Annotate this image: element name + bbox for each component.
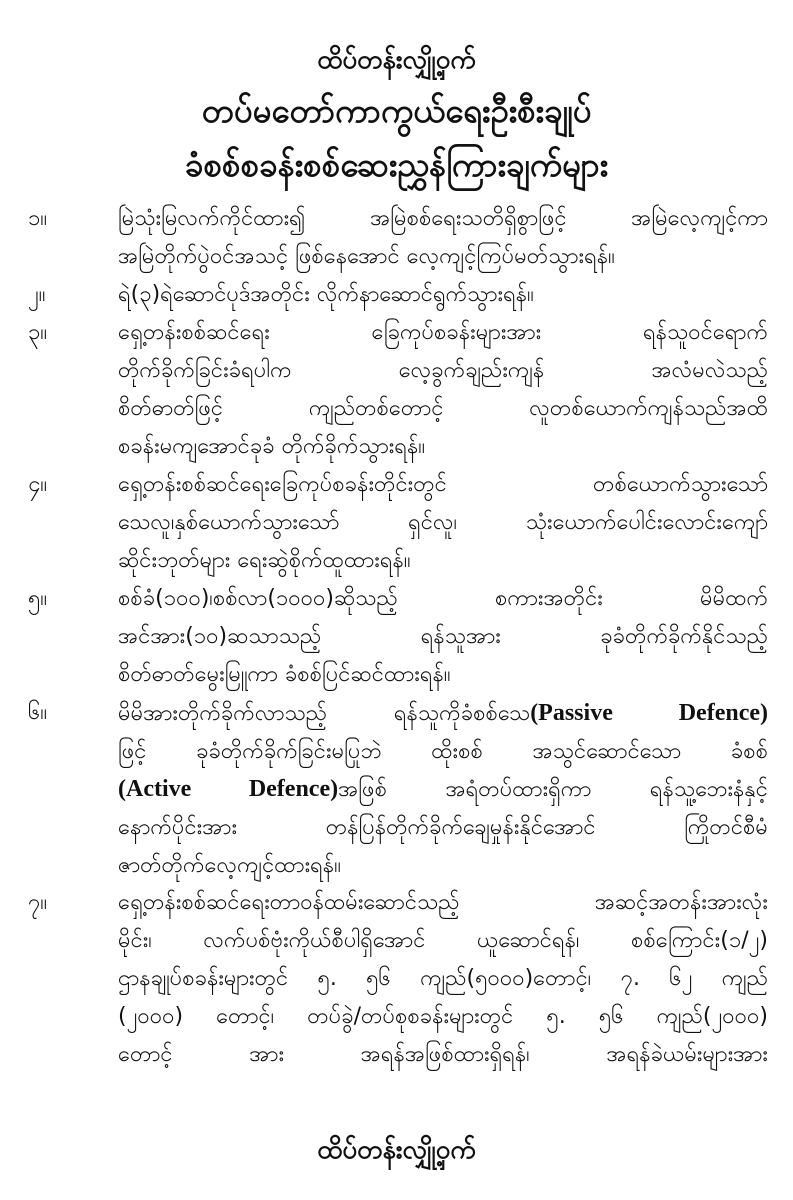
instruction-list — [28, 200, 768, 1074]
item-line: အင်အား(၁၀)ဆသာသည့် ရန်သူအား ခုခံတိုက်ခိုက်နိုင်သည့် — [118, 624, 768, 649]
item-line: မြဲသုံးမြလက်ကိုင်ထား၍ အမြဲစစ်ရေးသတိရှိစွာဖြင့် အမြဲလေ့ကျင့်ကာ — [118, 206, 768, 231]
item-line — [118, 694, 768, 732]
item-text — [118, 694, 768, 884]
instruction-item-1 — [28, 200, 768, 276]
item-line: စိတ်ဓာတ်ဖြင့် ကျည်တစ်တောင့် လူတစ်ယောက်ကျန်သည်အထိ — [118, 396, 768, 421]
item-line — [118, 732, 768, 770]
item-number: ၂။ — [28, 282, 46, 307]
item-line: စခန်းမကျအောင်ခုခံ တိုက်ခိုက်သွားရန်။ — [118, 434, 426, 459]
document-title-line-1: တပ်မတော်ကာကွယ်ရေးဦးစီးချုပ် — [201, 91, 592, 130]
item-line: စစ်ခံ(၁၀၀)၊စစ်လာ(၁၀၀၀)ဆိုသည့် စကားအတိုင်း မိမိထက် — [118, 586, 768, 611]
item-line: ရှေ့တန်းစစ်ဆင်ရေး ခြေကုပ်စခန်းများအား ရန်သူဝင်ရောက် — [118, 320, 768, 345]
instruction-item-2 — [28, 276, 768, 314]
instruction-item-3 — [28, 314, 768, 466]
item-line: ရှေ့တန်းစစ်ဆင်ရေးခြေကုပ်စခန်းတိုင်းတွင် တစ်ယောက်သွားသော် — [118, 472, 768, 497]
document-title-line-2: ခံစစ်စခန်းစစ်ဆေးညွှန်ကြားချက်များ — [184, 145, 609, 184]
item-number: ၃။ — [28, 320, 48, 345]
item-line: အမြဲတိုက်ပွဲဝင်အသင့် ဖြစ်နေအောင် လေ့ကျင့်ကြပ်မတ်သွားရန်။ — [118, 244, 615, 269]
item-number: ၁။ — [28, 206, 48, 231]
line-segment: ဇာတ်တိုက်လေ့ကျင့်ထားရန်။ — [118, 853, 341, 878]
english-term: (Active Defence) — [118, 776, 339, 802]
item-line: ရဲ(၃)ရဲဆောင်ပုဒ်အတိုင်း လိုက်နာဆောင်ရွက်သွားရန်။ — [118, 282, 534, 307]
item-line: ရှေ့တန်းစစ်ဆင်ရေးတာဝန်ထမ်းဆောင်သည့် အဆင့်အတန်းအားလုံး — [118, 890, 768, 915]
item-number: ၆။ — [28, 700, 48, 725]
instruction-item-4 — [28, 466, 768, 580]
item-number: ၅။ — [28, 586, 48, 611]
item-number: ၄။ — [28, 472, 48, 497]
instruction-item-6 — [28, 694, 768, 884]
line-segment: မိမိအားတိုက်ခိုက်လာသည့် ရန်သူကိုခံစစ်သေ — [118, 701, 531, 726]
classification-footer: ထိပ်တန်းလျှို့ဝှက် — [317, 1135, 476, 1165]
item-text — [118, 580, 768, 694]
item-line: ဆိုင်းဘုတ်များ ရေးဆွဲစိုက်ထူထားရန်။ — [118, 548, 411, 573]
item-line: (၂၀၀၀) တောင့်၊ တပ်ခွဲ/တပ်စုစခန်းများတွင် ၅. ၅၆ ကျည်(၂၀၀၀) — [118, 1004, 768, 1029]
item-text — [118, 466, 768, 580]
english-term: (Passive Defence) — [530, 700, 768, 726]
item-text — [118, 276, 768, 314]
item-line: သေလူ၊နှစ်ယောက်သွားသော် ရှင်လူ၊ သုံးယောက်ပေါင်းလောင်းကျော် — [118, 510, 768, 535]
item-line — [118, 846, 768, 884]
classification-header: ထိပ်တန်းလျှို့ဝှက် — [317, 45, 476, 75]
item-text — [118, 314, 768, 466]
item-line: ဌာနချုပ်စခန်းများတွင် ၅. ၅၆ ကျည်(၅၀၀၀)တောင့်၊ ၇. ၆၂ ကျည် — [118, 966, 768, 991]
item-line: စိတ်ဓာတ်မွေးမြူကာ ခံစစ်ပြင်ဆင်ထားရန်။ — [118, 662, 451, 687]
instruction-item-7 — [28, 884, 768, 1074]
item-line: တိုက်ခိုက်ခြင်းခံရပါက လေ့ခွက်ချည်းကျန် အလံမလဲသည့် — [118, 358, 768, 383]
item-text — [118, 884, 768, 1074]
item-number: ၇။ — [28, 890, 48, 915]
instruction-item-5 — [28, 580, 768, 694]
item-text — [118, 200, 768, 276]
item-line: တောင့် အား အရန်အဖြစ်ထားရှိရန်၊ အရန်ခဲယမ်းများအား — [118, 1042, 768, 1067]
item-line — [118, 770, 768, 808]
item-line: မိုင်း၊ လက်ပစ်ဗုံးကိုယ်စီပါရှိအောင် ယူဆောင်ရန်၊ စစ်ကြောင်း(၁/၂) — [118, 928, 768, 953]
line-segment: အဖြစ် အရံတပ်ထားရှိကာ ရန်သူ့ဘေးနံနှင့် — [338, 777, 768, 802]
line-segment: နောက်ပိုင်းအား တန်ပြန်တိုက်ခိုက်ချေမှုန်းနိုင်အောင် ကြိုတင်စီမံ — [118, 815, 768, 840]
item-line — [118, 808, 768, 846]
line-segment: ဖြင့် ခုခံတိုက်ခိုက်ခြင်းမပြုဘဲ ထိုးစစ် အသွင်ဆောင်သော ခံစစ် — [118, 739, 768, 764]
